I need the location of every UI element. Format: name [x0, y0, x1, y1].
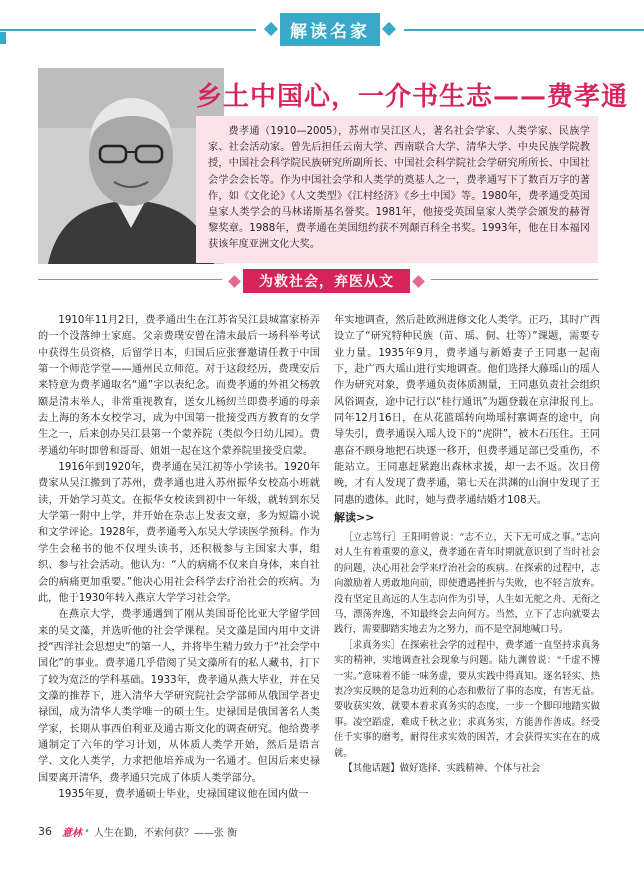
bio-text: 费孝通（1910—2005），苏州市吴江区人，著名社会学家、人类学家、民族学家、社会活动家。曾先后担任云南大学、西南联合大学、清华大学、中央民族学院教授，中国社会科学院民族研究所副所长、中国社会科学院社会学研究所所长、中国社会学会会长等。作为中国社会学和人类学的奠基人之一，费孝通写下了数百万字的著作，如《文化论》《人文类型》《江村经济》《乡土中国》等。1980年，费孝通受英国皇家人类学会的马林诺斯基名誉奖。1981年，他接受英国皇家人类学会颁发的赫胥黎奖章。1988年，费孝通在美国纽约获不列颠百科全书奖。1993年，他在日本福冈获该年度亚洲文化大奖。 [208, 126, 590, 251]
diamond-icon [412, 275, 425, 288]
note-text: 王阳明曾说：“志不立，天下无可成之事。”志向对人生有着重要的意义，费孝通在青年时期就意识到了当时社会的问题，决心用社会学来疗治社会的疾病。在探索的过程中，志向激励着人勇敢地向前，即使遭遇挫折与失败，也不轻言放弃。没有坚定且高远的人生志向作为引导，人生如无舵之舟、无衔之马，漂荡奔逸，不知最终会去向何方。当然，立下了志向就要去践行，需要脚踏实地去为之努力，而不是空洞地喊口号。 [334, 532, 600, 636]
analysis-notes [334, 530, 600, 777]
body-paragraph: 1935年夏，费孝通硕士毕业，史禄国建议他在国内做一 [58, 788, 309, 800]
column-tag [256, 12, 404, 46]
header-tick [0, 32, 6, 44]
body-paragraph: 1910年11月2日，费孝通出生在江苏省吴江县城富家桥弄的一个没落绅士家庭。父亲费璞安曾在清末最后一场科举考试中获得生员资格，后留学日本，归国后应张謇邀请任教于中国第一个师范学堂——通州民立师范。对于这段经历，费璞安后来特意为费孝通取名“通”字以表纪念。而费孝通的外祖父杨敦颐是清末举人，非常重视教育，送女儿杨纫兰即费孝通的母亲去上海的务本女校学习，成为中国第一批接受西方教育的女学生之一，后来创办吴江县第一个蒙养院（类似今日幼儿园）。费孝通幼年时即曾和哥哥、姐姐一起在这个蒙养院里接受启蒙。 [38, 315, 320, 457]
logo-dot-icon: • [84, 826, 90, 837]
diamond-icon [264, 22, 278, 36]
running-head: 人生在勤，不索何获？——张 衡 [93, 828, 238, 839]
note-label: ［立志笃行］ [343, 532, 402, 543]
section-title: 为救社会，弃医从文 [243, 269, 410, 293]
body-paragraph: 1916年到1920年，费孝通在吴江初等小学读书。1920年费家从吴江搬到了苏州，费孝通也进入苏州振华女校高小班就读，开始学习英文。在振华女校读到初中一年级，就转到东吴大学第一附中上学，并开始在杂志上发表文章，多为短篇小说和文学评论。1928年，费孝通考入东吴大学读医学预科。作为学生会秘书的他不仅埋头读书，还积极参与主国家大事，组织、参与社会活动。他认为：“人的病痛不仅来自身体，来自社会的病痛更加重要。”他决心用社会科学去疗治社会的疾病。为此，他于1930年转入燕京大学学习社会学。 [38, 462, 320, 604]
analysis-heading: 解读>> [334, 511, 375, 524]
article-title: 乡土中国心，一介书生志——费孝通 [196, 82, 629, 112]
note-label: ［求真务实］ [343, 639, 401, 651]
section-banner [222, 269, 431, 293]
note-item [334, 530, 600, 638]
page-number: 36 [38, 825, 52, 838]
body-paragraph: 在燕京大学，费孝通遇到了刚从美国哥伦比亚大学留学回来的吴文藻，并选听他的社会学课程。吴文藻是国内用中文讲授“西洋社会思想史”的第一人，并将毕生精力致力于“社会学中国化”的事业。费孝通几乎借阅了吴文藻所有的私人藏书，打下了较为宽泛的学科基础。1933年，费孝通从燕大毕业，并在吴文藻的推荐下，进入清华大学研究院社会学部师从俄国学者史禄国，成为清华人类学唯一的硕士生。史禄国是俄国著名人类学家，长期从事西伯利亚及通古斯文化的调查研究。他给费孝通制定了六年的学习计划，从体质人类学开始，然后是语言学、文化人类学，力求把他培养成为一名通才。但因后来史禄国要离开清华，费孝通只完成了体质人类学部分。 [38, 609, 320, 784]
page-footer [38, 824, 237, 839]
diamond-icon [228, 275, 241, 288]
note-text: 在探索社会学的过程中，费孝通一直坚持求真务实的精神，实地调查社会现象与问题。陆九渊曾说：“千虚不博一实。”意味着不能一味务虚，要从实践中得真知。逐名轻实、热衷冷实反映的是急功近利的心态和敷衍了事的态度，有害无益。要收获实效，就要本着求真务实的态度，一步一个脚印地踏实做事。凌空蹈虚，难成千秋之业；求真务实，方能善作善成。经受住千实事的磨考，耐得住求实效的困苦，才会获得实实在在的成就。 [334, 639, 600, 759]
magazine-logo: 意林 [62, 828, 82, 839]
note-item [334, 761, 600, 776]
note-text: 做好选择、实践精神、个体与社会 [399, 763, 541, 775]
note-label: 【其他话题】 [343, 763, 400, 775]
column-tag-label: 解读名家 [280, 13, 380, 46]
body-column-left [38, 313, 320, 803]
diamond-icon [382, 22, 396, 36]
note-item [334, 638, 600, 761]
body-paragraph: 年实地调查，然后赴欧洲进修文化人类学。正巧，其时广西设立了“研究特种民族（苗、瑶、侗、壮等）”课题，需要专业力量。1935年9月，费孝通与新婚妻子王同惠一起南下，赴广西大瑶山进行实地调查。他们选择大藤瑶山的瑶人作为研究对象，费孝通负责体质测量，王同惠负责社会组织风俗调查，途中记行以“桂行通讯”为题登载在京津报刊上。同年12月16日，在从花篮瑶转向坳瑶村寨调查的途中，向导失引，费孝通误入瑶人设下的“虎阱”，被木石压住。王同惠奋不顾身地把石块逐一移开，但费孝通足部已受重伤，不能站立。王同惠赶紧跑出森林求援，却一去不返。次日傍晚，才有人发现了费孝通，第七天在洪渊的山涧中发现了王同惠的遗体。此时，她与费孝通结婚才108天。 [334, 315, 600, 506]
body-column-right [334, 313, 600, 509]
